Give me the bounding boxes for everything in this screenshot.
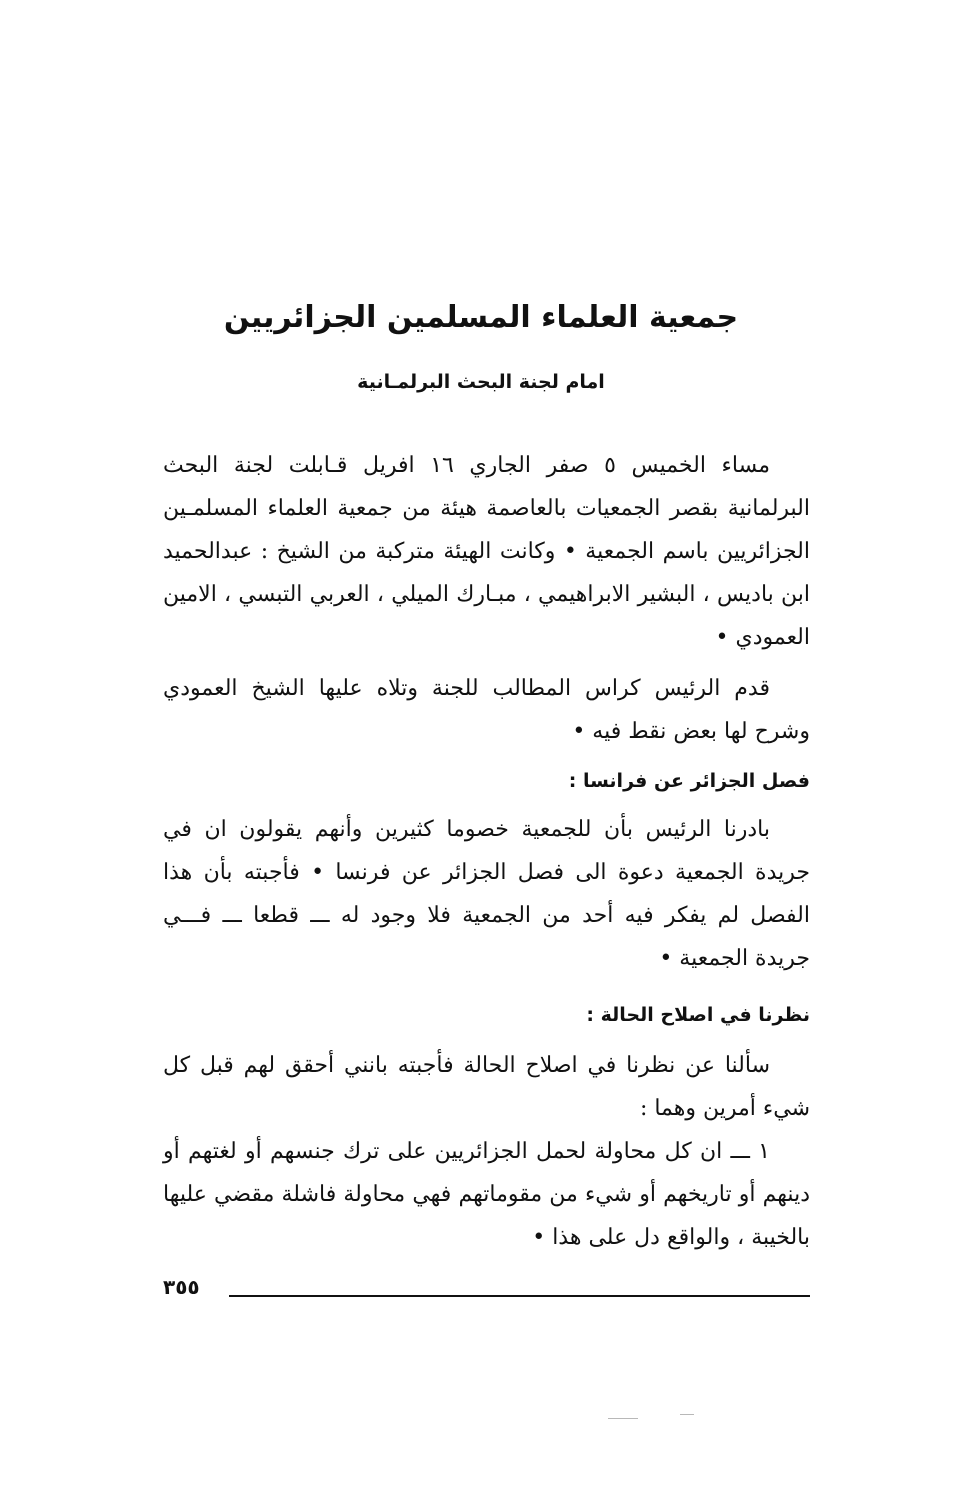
reform-paragraph-1: سألنا عن نظرنا في اصلاح الحالة فأجبته بانني أحقق لهم قبل كل شيء أمرين وهما : (163, 1053, 810, 1121)
intro-paragraph-2: قدم الرئيس كراس المطالب للجنة وتلاه عليها الشيخ العمودي وشرح لها بعض نقط فيه • (163, 676, 810, 744)
section-heading-separation: فصل الجزائر عن فرانسا : (568, 770, 810, 792)
page-footer (163, 1271, 810, 1311)
page-title: جمعية العلماء المسلمين الجزائريين (223, 300, 739, 335)
page-subtitle: امام لجنة البحث البرلمـانية (357, 371, 605, 393)
footer-rule (229, 1295, 810, 1297)
section-separation-text (163, 808, 810, 980)
intro-paragraph-1: مساء الخميس ٥ صفر الجاري ١٦ افريل قـابلت لجنة البحث البرلمانية بقصر الجمعيات بالعاصمة هيئة من جمعية العلماء المسلمـين الجزائريين باسم الجمعية • وكانت الهيئة متركبة من الشيخ : عبدالحميد ابن باديس ، البشير الابراهيمي ، مبـارك الميلي ، العربي التبسي ، الامين العمودي • (163, 453, 810, 650)
page-number: ٣٥٥ (163, 1275, 200, 1299)
section-reform-text (163, 1044, 810, 1259)
intro-text (163, 444, 810, 753)
reform-paragraph-2: ١ ـــ ان كل محاولة لحمل الجزائريين على ترك جنسهم أو لغتهم أو دينهم أو تاريخهم أو شيء من مقوماتهم فهي محاولة فاشلة مقضي عليها بالخيبة ، والواقع دل على هذا • (163, 1139, 810, 1250)
section-heading-reform: نظرنا في اصلاح الحالة : (586, 1004, 810, 1026)
scan-artifact (608, 1418, 638, 1419)
separation-paragraph-1: بادرنا الرئيس بأن للجمعية خصوما كثيرين وأنهم يقولون ان في جريدة الجمعية دعوة الى فصل الجزائر عن فرنسا • فأجبته بأن هذا الفصل لم يفكر فيه أحد من الجمعية فلا وجود له ـــ قطعا ـــ فـــي جريدة الجمعية • (163, 817, 810, 971)
scan-artifact (680, 1414, 694, 1415)
